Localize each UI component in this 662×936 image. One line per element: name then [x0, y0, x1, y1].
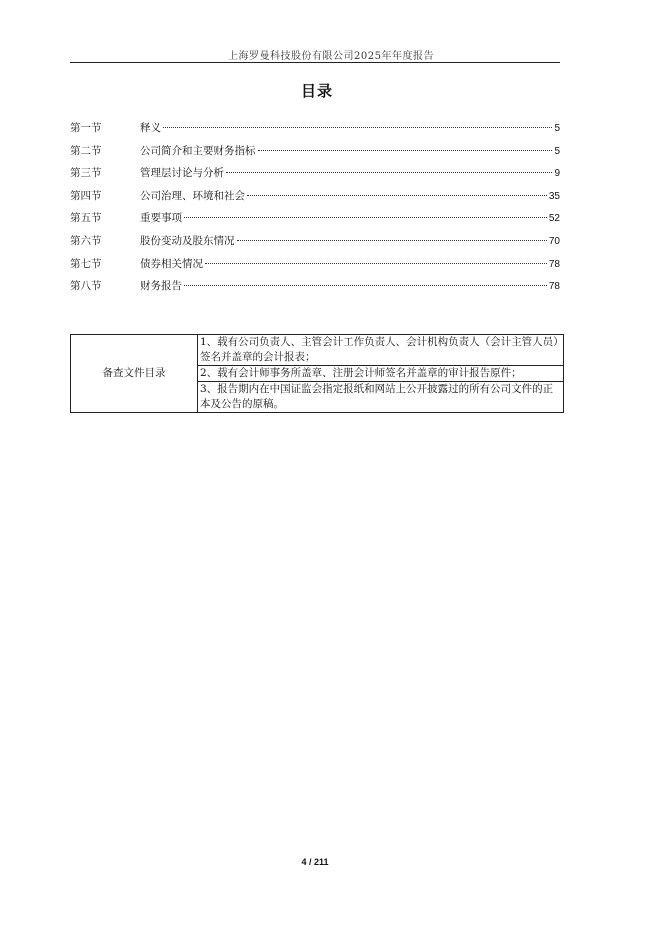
- toc-item-label: 管理层讨论与分析: [140, 167, 224, 180]
- toc-item[interactable]: [70, 210, 560, 233]
- toc-item-section: 第三节: [70, 167, 102, 180]
- toc-item-label: 股份变动及股东情况: [140, 234, 235, 247]
- toc-leader-dots: [205, 262, 547, 264]
- toc-item[interactable]: [70, 278, 560, 301]
- reference-documents-heading: 备查文件目录: [71, 335, 198, 413]
- toc-item-page: 78: [548, 281, 560, 293]
- toc-item-label: 财务报告: [140, 280, 182, 293]
- toc-item-label: 公司治理、环境和社会: [140, 189, 245, 202]
- table-row: [71, 335, 564, 366]
- report-header-title: 上海罗曼科技股份有限公司2025年年度报告: [228, 51, 434, 62]
- toc-leader-dots: [247, 194, 547, 196]
- reference-document-item: 1、载有公司负责人、主管会计工作负责人、会计机构负责人（会计主管人员）签名并盖章的会计报表；: [198, 335, 564, 366]
- reference-document-item: 2、载有会计师事务所盖章、注册会计师签名并盖章的审计报告原件；: [198, 366, 564, 382]
- toc-item[interactable]: [70, 143, 560, 166]
- toc-leader-dots: [226, 171, 552, 173]
- toc-item-page: 35: [548, 190, 560, 202]
- reference-documents-table: [70, 334, 564, 413]
- toc-item-section: 第七节: [70, 257, 102, 270]
- toc-item-section: 第二节: [70, 144, 102, 157]
- toc-leader-dots: [163, 126, 552, 128]
- toc-item-section: 第四节: [70, 189, 102, 202]
- toc-leader-dots: [237, 239, 547, 241]
- toc-title: 目录: [300, 82, 333, 100]
- toc-item-label: 公司简介和主要财务指标: [140, 144, 256, 157]
- toc-leader-dots: [184, 216, 547, 218]
- header-divider: [70, 62, 560, 63]
- toc-list: [70, 120, 560, 301]
- toc-item-page: 5: [554, 123, 560, 134]
- toc-item[interactable]: [70, 233, 560, 256]
- toc-item-section: 第一节: [70, 122, 102, 134]
- toc-item-page: 70: [548, 235, 560, 247]
- toc-item[interactable]: [70, 120, 560, 143]
- toc-item-section: 第六节: [70, 234, 102, 247]
- toc-item-section: 第八节: [70, 280, 102, 293]
- toc-item-page: 52: [548, 213, 560, 225]
- page-number: 4 / 211: [301, 857, 329, 867]
- toc-item-page: 9: [554, 168, 560, 180]
- toc-item-page: 78: [548, 258, 560, 270]
- toc-item-label: 重要事项: [140, 212, 182, 225]
- toc-item-section: 第五节: [70, 212, 102, 225]
- toc-item[interactable]: [70, 165, 560, 188]
- toc-item-label: 释义: [140, 122, 161, 134]
- toc-item-label: 债券相关情况: [140, 257, 203, 270]
- toc-leader-dots: [258, 149, 553, 151]
- reference-document-item: 3、报告期内在中国证监会指定报纸和网站上公开披露过的所有公司文件的正本及公告的原稿。: [198, 382, 564, 413]
- toc-item[interactable]: [70, 188, 560, 211]
- toc-leader-dots: [184, 284, 547, 286]
- toc-item-page: 5: [554, 145, 560, 157]
- toc-item[interactable]: [70, 256, 560, 279]
